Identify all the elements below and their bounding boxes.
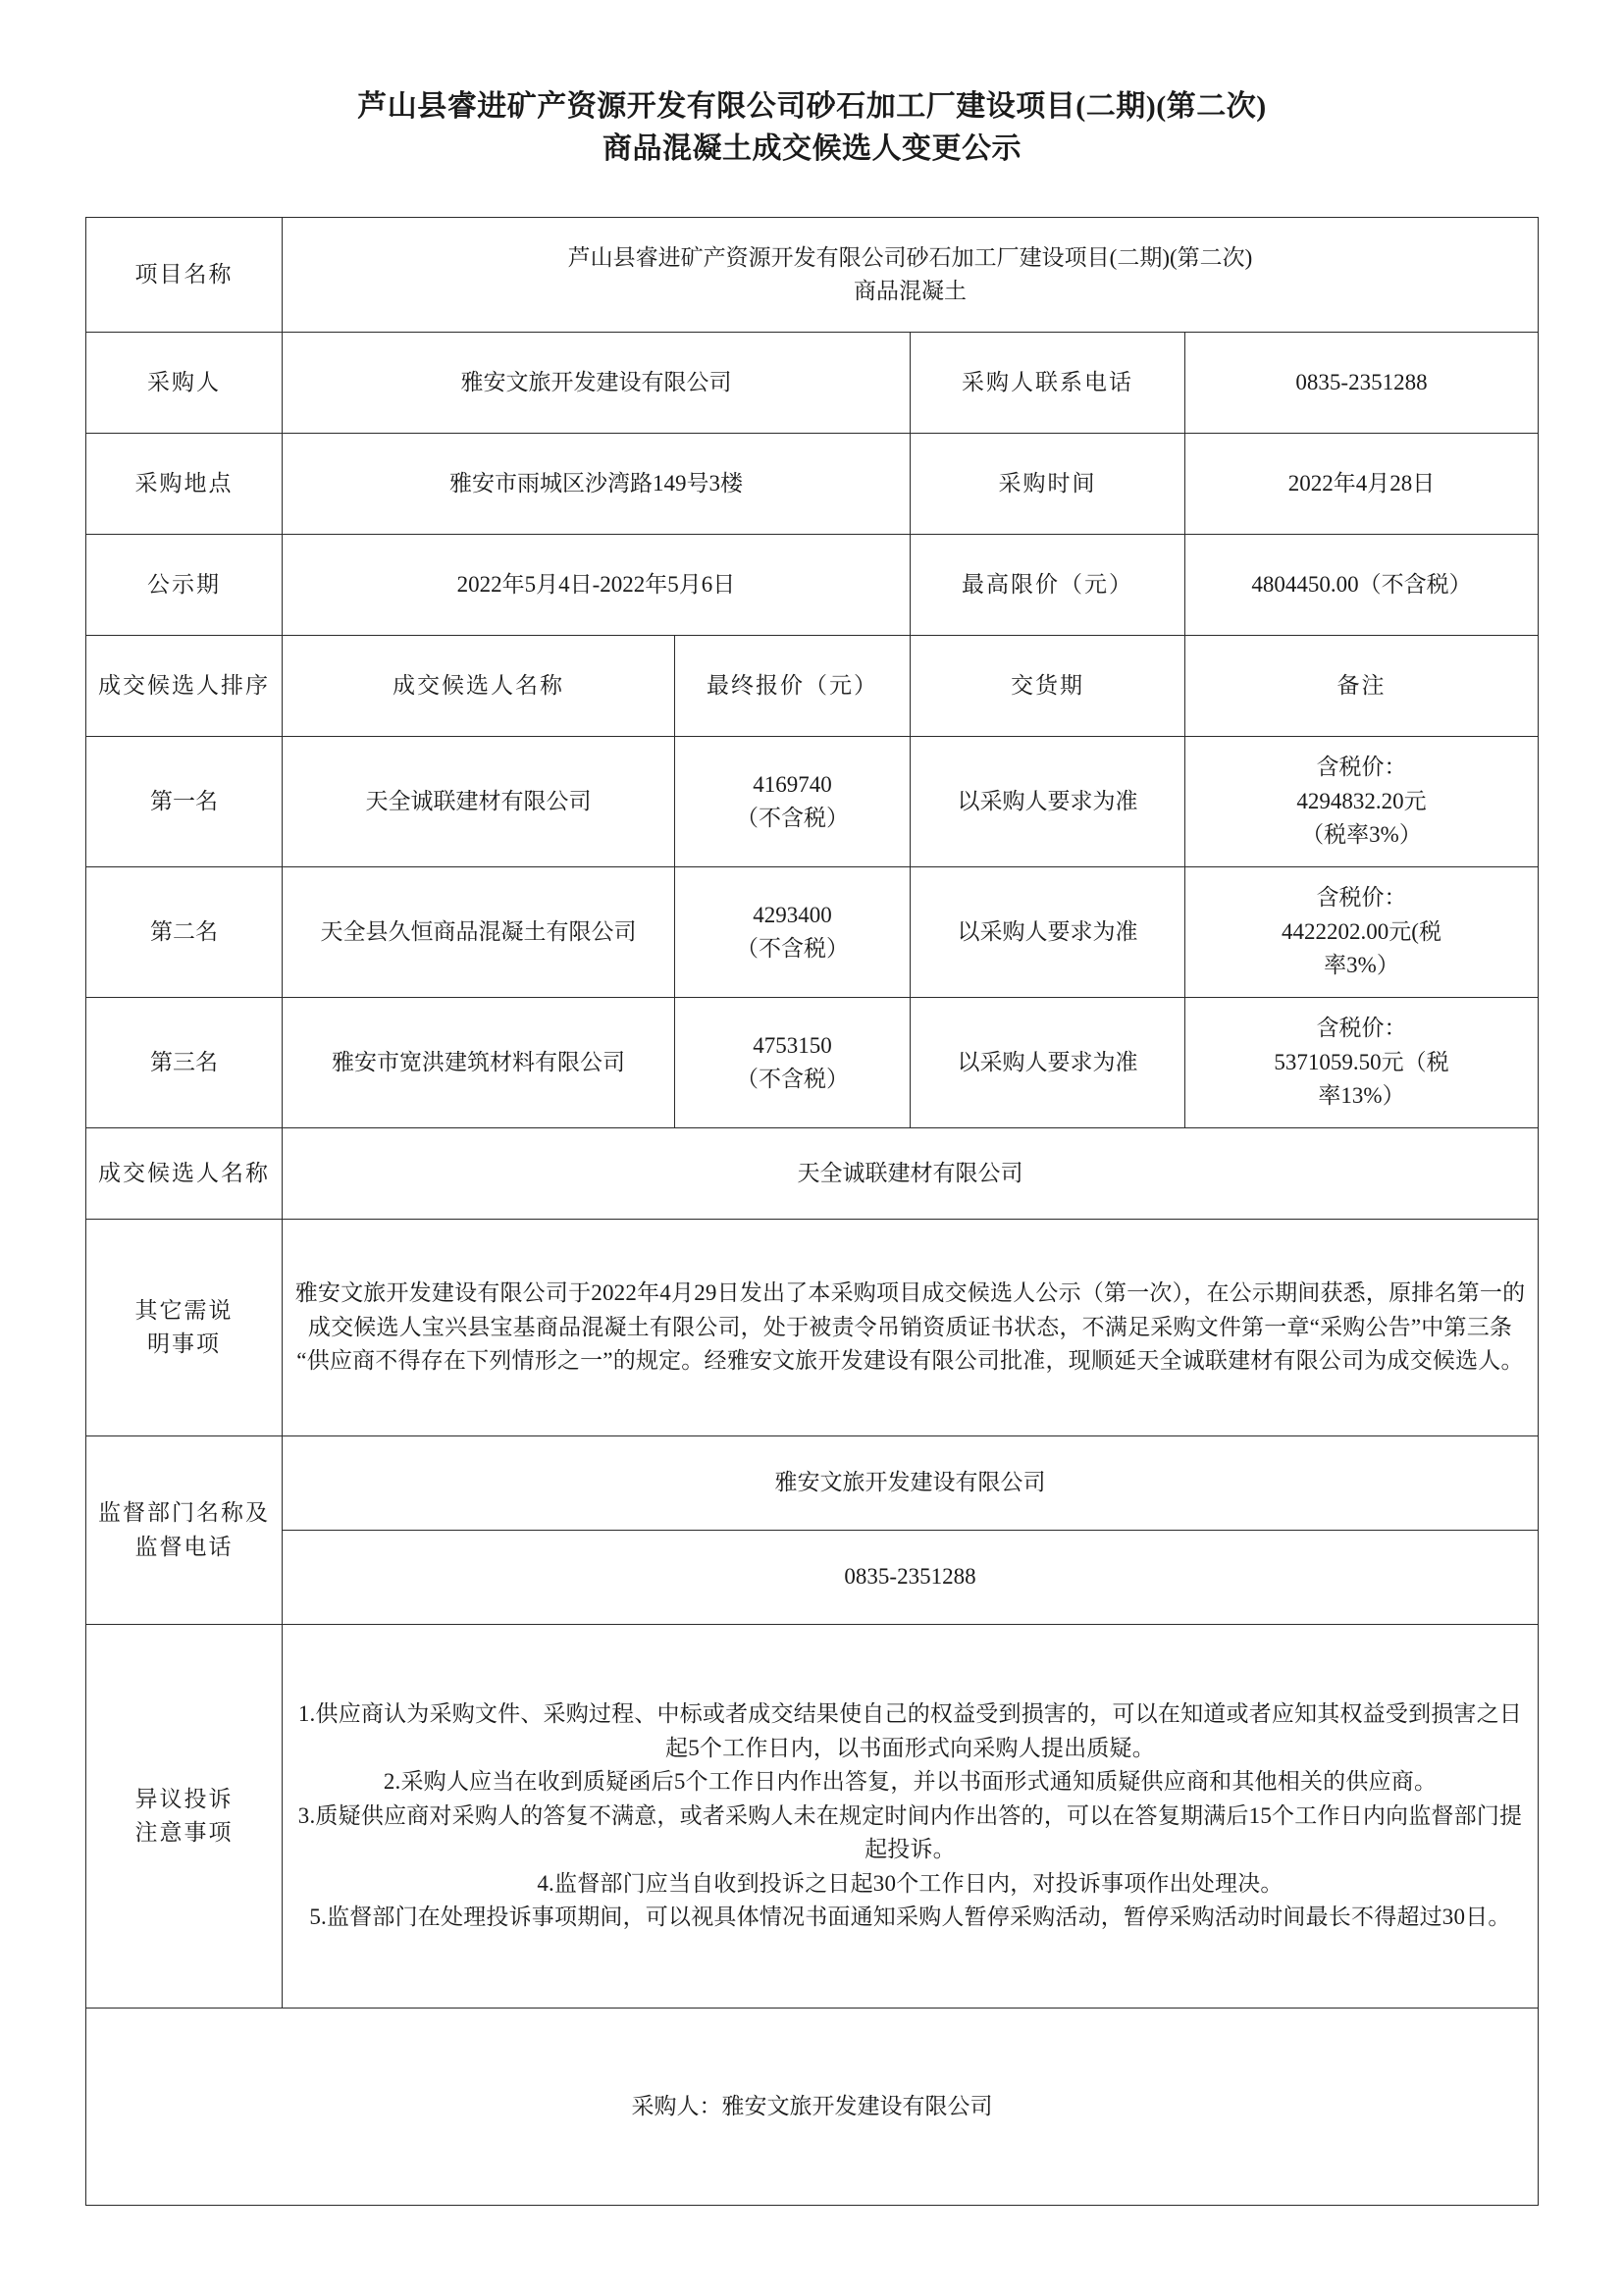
table-row-purchaser (85, 333, 1538, 434)
other-notes-paragraph: 雅安文旅开发建设有限公司于2022年4月29日发出了本采购项目成交候选人公示（第一次），在公示期间获悉，原排名第一的成交候选人宝兴县宝基商品混凝土有限公司，处于被责令吊销资质证书状态，不满足采购文件第一章“采购公告”中第三条“供应商不得存在下列情形之一”的规定。经雅安文旅开发建设有限公司批准，现顺延天全诚联建材有限公司为成交候选人。 (294, 1280, 1526, 1374)
candidate-quote-note: （不含税） (735, 1067, 849, 1092)
announcement-table (85, 217, 1539, 2206)
objection-item: 4.监督部门应当自收到投诉之日起30个工作日内，对投诉事项作出处理决。 (537, 1870, 1283, 1896)
candidate-delivery: 以采购人要求为准 (910, 737, 1184, 867)
label-other-notes-line-2: 明事项 (146, 1331, 221, 1357)
page-title (0, 0, 1624, 170)
header-delivery-period: 交货期 (910, 636, 1184, 737)
label-supervision (85, 1436, 282, 1625)
project-name-line-2: 商品混凝土 (853, 279, 967, 304)
label-other-notes-line-1: 其它需说 (134, 1297, 234, 1323)
value-supervision-phone: 0835-2351288 (282, 1531, 1538, 1625)
value-purchaser-phone: 0835-2351288 (1184, 333, 1538, 434)
table-row-winner (85, 1128, 1538, 1220)
candidate-remark-line-3: （税率3%） (1301, 822, 1422, 848)
label-max-price: 最高限价（元） (910, 535, 1184, 636)
footer-label: 采购人： (631, 2093, 722, 2118)
table-row-supervision-phone (85, 1531, 1538, 1625)
candidate-name: 天全诚联建材有限公司 (282, 737, 674, 867)
value-max-price: 4804450.00（不含税） (1184, 535, 1538, 636)
candidate-quote-note: （不含税） (735, 936, 849, 962)
value-purchaser: 雅安文旅开发建设有限公司 (282, 333, 910, 434)
table-row-purchase-place (85, 434, 1538, 535)
header-remark: 备注 (1184, 636, 1538, 737)
value-winner-name: 天全诚联建材有限公司 (282, 1128, 1538, 1220)
objection-item: 1.供应商认为采购文件、采购过程、中标或者成交结果使自己的权益受到损害的，可以在知道或者应知其权益受到损害之日起5个工作日内，以书面形式向采购人提出质疑。 (297, 1701, 1523, 1760)
project-name-line-1: 芦山县睿进矿产资源开发有限公司砂石加工厂建设项目(二期)(第二次) (567, 244, 1253, 270)
label-publicity-period: 公示期 (85, 535, 282, 636)
footer-signature (85, 2009, 1538, 2206)
label-purchase-time: 采购时间 (910, 434, 1184, 535)
candidate-rank: 第三名 (85, 998, 282, 1128)
table-row-supervision-dept (85, 1436, 1538, 1531)
table-row-candidate (85, 867, 1538, 998)
candidate-delivery: 以采购人要求为准 (910, 998, 1184, 1128)
candidate-remark-line-2: 4294832.20元 (1296, 788, 1427, 813)
value-publicity-period: 2022年5月4日-2022年5月6日 (282, 535, 910, 636)
candidate-remark-line-3: 率13%） (1318, 1083, 1405, 1109)
candidate-remark (1184, 737, 1538, 867)
candidate-remark-line-1: 含税价： (1316, 885, 1407, 911)
table-row-objection (85, 1625, 1538, 2009)
objection-item: 2.采购人应当在收到质疑函后5个工作日内作出答复，并以书面形式通知质疑供应商和其他相关的供应商。 (383, 1769, 1438, 1795)
title-line-1: 芦山县睿进矿产资源开发有限公司砂石加工厂建设项目(二期)(第二次) (357, 90, 1267, 123)
table-row-publicity-period (85, 535, 1538, 636)
value-purchase-place: 雅安市雨城区沙湾路149号3楼 (282, 434, 910, 535)
objection-item: 5.监督部门在处理投诉事项期间，可以视具体情况书面通知采购人暂停采购活动，暂停采购活动时间最长不得超过30日。 (309, 1905, 1511, 1930)
label-other-notes (85, 1220, 282, 1436)
objection-item: 3.质疑供应商对采购人的答复不满意，或者采购人未在规定时间内作出答的，可以在答复期满后15个工作日内向监督部门提起投诉。 (297, 1802, 1523, 1862)
candidate-quote (674, 867, 910, 998)
candidate-remark (1184, 867, 1538, 998)
candidate-quote-value: 4753150 (753, 1032, 832, 1058)
table-row-candidate (85, 737, 1538, 867)
footer-purchaser-name: 雅安文旅开发建设有限公司 (721, 2093, 993, 2118)
candidate-remark-line-1: 含税价： (1316, 1016, 1407, 1041)
header-candidate-name: 成交候选人名称 (282, 636, 674, 737)
candidate-remark-line-1: 含税价： (1316, 755, 1407, 780)
candidate-name: 天全县久恒商品混凝土有限公司 (282, 867, 674, 998)
candidate-rank: 第一名 (85, 737, 282, 867)
label-purchaser: 采购人 (85, 333, 282, 434)
candidate-remark-line-2: 5371059.50元（税 (1274, 1049, 1449, 1074)
value-other-notes (282, 1220, 1538, 1436)
title-line-2: 商品混凝土成交候选人变更公示 (602, 131, 1022, 165)
candidate-quote (674, 998, 910, 1128)
candidate-quote-value: 4169740 (753, 771, 832, 797)
candidate-rank: 第二名 (85, 867, 282, 998)
table-row-other-notes (85, 1220, 1538, 1436)
header-final-quote: 最终报价（元） (674, 636, 910, 737)
table-row-candidates-header (85, 636, 1538, 737)
candidate-name: 雅安市宽洪建筑材料有限公司 (282, 998, 674, 1128)
candidate-quote (674, 737, 910, 867)
table-row-candidate (85, 998, 1538, 1128)
label-objection-line-1: 异议投诉 (134, 1786, 234, 1811)
candidate-remark-line-3: 率3%） (1324, 953, 1399, 978)
value-supervision-dept: 雅安文旅开发建设有限公司 (282, 1436, 1538, 1531)
candidate-quote-note: （不含税） (735, 806, 849, 831)
value-purchase-time: 2022年4月28日 (1184, 434, 1538, 535)
label-supervision-line-1: 监督部门名称及 (97, 1500, 270, 1526)
value-project-name (282, 218, 1538, 333)
label-purchase-place: 采购地点 (85, 434, 282, 535)
label-winner-name: 成交候选人名称 (85, 1128, 282, 1220)
table-row-project-name (85, 218, 1538, 333)
label-purchaser-phone: 采购人联系电话 (910, 333, 1184, 434)
label-supervision-line-2: 监督电话 (134, 1534, 234, 1559)
candidate-delivery: 以采购人要求为准 (910, 867, 1184, 998)
candidate-remark (1184, 998, 1538, 1128)
candidate-remark-line-2: 4422202.00元(税 (1282, 918, 1441, 944)
label-objection-line-2: 注意事项 (134, 1820, 234, 1846)
label-objection (85, 1625, 282, 2009)
table-row-footer-signature (85, 2009, 1538, 2206)
header-candidate-rank: 成交候选人排序 (85, 636, 282, 737)
value-objection (282, 1625, 1538, 2009)
label-project-name: 项目名称 (85, 218, 282, 333)
candidate-quote-value: 4293400 (753, 902, 832, 927)
